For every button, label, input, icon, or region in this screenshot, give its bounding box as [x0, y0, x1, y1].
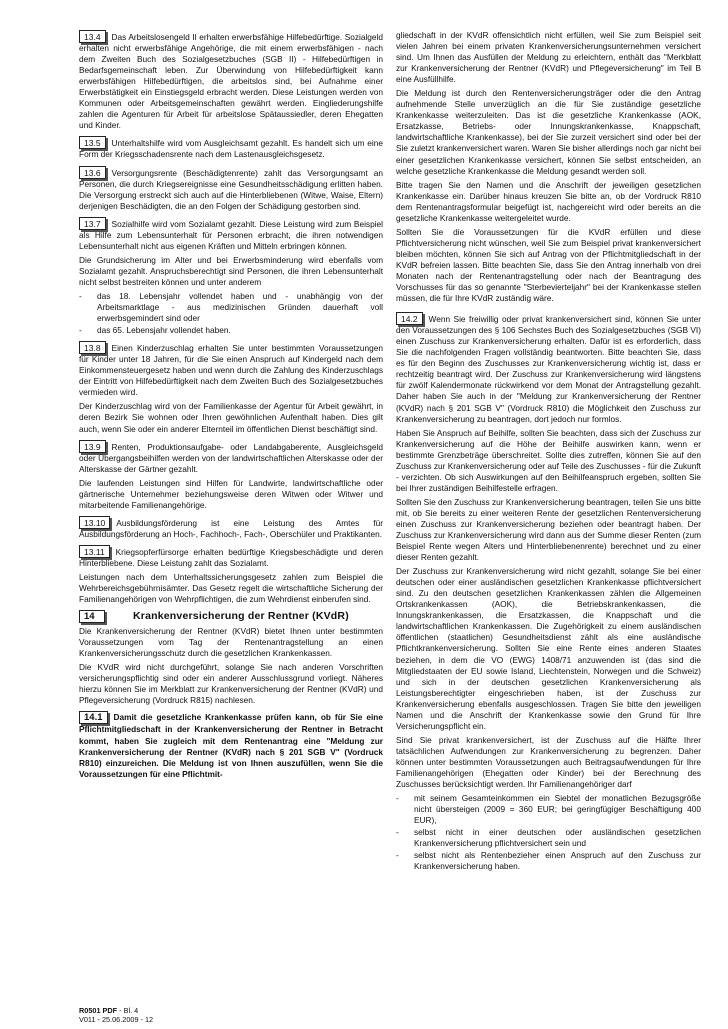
section-13-5 [79, 136, 383, 160]
list-item-text: mit seinem Gesamteinkommen ein Siebtel der monatlichen Bezugsgröße nicht übersteigen (2009 = 360 EUR; bei geringfügiger Beschäftigung 400 EUR), [414, 793, 701, 826]
list-item: - selbst nicht in einer deutschen oder ausländischen gesetzlichen Krankenversicherung pflichtversichert sein und [396, 827, 701, 849]
list-item-text: das 65. Lebensjahr vollendet haben. [97, 325, 231, 336]
list-item: - selbst nicht als Rentenbezieher einen Anspruch auf den Zuschuss zur Krankenversicherung haben. [396, 850, 701, 872]
section-text: Kriegsopferfürsorge erhalten bedürftige Kriegsbeschädigte und deren Hinterbliebene. Diese Leistung zahlt das Sozialamt. [79, 546, 383, 568]
sheet-number: - Bl. 4 [117, 1006, 139, 1015]
section-text: Einen Kinderzuschlag erhalten Sie unter bestimmten Voraussetzungen für Kinder unter 18 Jahren, für die Sie einen Anspruch auf Kindergeld nach dem Einkommensteuergesetz haben und wenn durch die Zahlung des Kinderzuschlags der Eintritt von Hilfebedürftigkeit nach dem Zweiten Buch des Sozialgesetzbuches vermieden wird. [79, 343, 383, 398]
page-footer [79, 1006, 153, 1024]
section-13-9 [79, 440, 383, 475]
section-text: Sozialhilfe wird vom Sozialamt gezahlt. Diese Leistung wird zum Beispiel als Hilfe zum Lebensunterhalt für Personen erbracht, die ihren notwendigen Lebensunterhalt nicht aus eigenen Kräften und Mitteln erbringen können. [79, 218, 383, 251]
section-number: 14.2 [396, 312, 423, 325]
section-text: Versorgungsrente (Beschädigtenrente) zahlt das Versorgungsamt an Personen, die durch Kriegsereignisse eine Gesundheitsschädigung erlitten haben. Die Versorgung erstreckt sich auch auf die Hinterbliebenen (Witwe, Waise, Eltern) derjenigen Beschädigten, die an den Folgen der Schädigung gestorben sind. [79, 167, 383, 211]
list-item-text: das 18. Lebensjahr vollendet haben und - unabhängig von der Arbeitsmarktlage - aus medizinischen Gründen dauerhaft voll erwerbsgemindert sind oder [97, 290, 383, 324]
section-number: 13.6 [79, 166, 106, 179]
section-title: Krankenversicherung der Rentner (KVdR) [133, 610, 349, 623]
form-id [79, 1006, 153, 1015]
paragraph: gliedschaft in der KVdR offensichtlich nicht erfüllen, weil Sie zum Beispiel seit vielen Jahren bei einem privaten Krankenversicherungsunternehmen versichert sind. Um Ihnen das Ausfüllen der Meldung zu erleichtern, enthält das "Merkblatt zur Krankenversicherung der Rentner (KVdR) und Pflegeversicherung" im Teil B eine Ausfüllhilfe. [396, 30, 701, 85]
section-number: 14 [79, 610, 105, 623]
paragraph: Haben Sie Anspruch auf Beihilfe, sollten Sie beachten, dass sich der Zuschuss zur Krankenversicherung auf die Höhe der Beihilfe auswirken kann, wenn er bestimmte Grenzbeträge überschreitet. Sollte dies zutreffen, können Sie auf den Zuschuss zur Krankenversicherung oder auf Teile des Zuschusses - für die Zukunft - verzichten. Ob sich Auswirkungen auf den Beihilfeanspruch ergeben, sollten Sie bei Ihrer zuständigen Beihilfestelle erfragen. [396, 427, 701, 493]
section-number: 13.9 [79, 440, 106, 453]
section-text: Ausbildungsförderung ist eine Leistung des Amtes für Ausbildungsförderung an Hoch-, Fachhoch-, Fach-, Oberschüler und Praktikanten. [79, 517, 383, 539]
section-number: 13.8 [79, 341, 106, 354]
paragraph: Leistungen nach dem Unterhaltssicherungsgesetz zahlen zum Beispiel die Wehrbereichsgebührnisämter. Das Gesetz regelt die wirtschaftliche Sicherung der Familienangehörigen von Wehrpflichtigen, die zum Wehrdienst einberufen sind. [79, 572, 383, 605]
paragraph: Sollten Sie die Voraussetzungen für die KVdR erfüllen und diese Pflichtversicherung nicht wünschen, weil Sie zum Beispiel privat krankenversichert bleiben möchten, können Sie sich auf Antrag von der Pflichtmitgliedschaft in der KVdR befreien lassen. Bitte beachten Sie, dass Sie den Antrag innerhalb von drei Monaten nach der Rentenantragstellung oder nach der Beantragung des Vorschusses für das so genannte "Sterbevierteljahr" bei der Krankenkasse stellen müssen, die für Ihre KVdR zuständig wäre. [396, 226, 701, 304]
section-13-11 [79, 545, 383, 569]
paragraph: Der Zuschuss zur Krankenversicherung wird nicht gezahlt, solange Sie bei einer deutschen oder einer ausländischen gesetzlichen Krankenkasse pflichtversichert sind. Zu den deutschen gesetzlichen Krankenkassen zählen die Allgemeinen Ortskrankenkassen (AOK), die Betriebskrankenkassen, die Innungskrankenkassen, die Ersatzkassen, die Knappschaft und die landwirtschaftlichen Krankenkassen. Die Zugehörigkeit zu einem ausländischen öffentlichen (staatlichen) Gesundheitsdienst zählt als eine ausländische Pflichtkrankenversicherung. Sollten Sie eine Rente eines anderen Staates beziehen, in dem die VO (EWG) 1408/71 anzuwenden ist (das sind die Mitgliedstaaten der EU sowie Island, Liechtenstein, Norwegen und die Schweiz) und sich in der deutschen gesetzlichen Krankenversicherung als Leistungsberechtigter eingeschrieben haben, ist der Zuschuss zur Krankenversicherung ebenfalls ausgeschlossen. Tragen Sie bitte den jeweiligen Namen und die Anschrift der Krankenkasse sowie den Grund für Ihre Versicherungspflicht ein. [396, 566, 701, 731]
section-text: Das Arbeitslosengeld II erhalten erwerbsfähige Hilfebedürftige. Sozialgeld erhalten nicht erwerbsfähige Angehörige, die mit einem erwerbsfähigen - nach dem Zweiten Buch des Sozialgesetzbuches (SGB II) - Hilfebedürftigen in Bedarfsgemeinschaft leben. Zur Überwindung von Hilfebedürftigkeit kann erwerbsfähigen Hilfebedürftigen, die arbeitslos sind, bei Aufnahme einer Erwerbstätigkeit ein Einstiegsgeld erbracht werden. Diese Leistungen werden von Kommunen oder Arbeitsgemeinschaften gewährt werden. Eingliederungshilfe zahlen die Agenturen für Arbeit für arbeitslose Spätaussiedler, deren Ehegatten und Kinder. [79, 32, 383, 131]
section-text: Damit die gesetzliche Krankenkasse prüfen kann, ob für Sie eine Pflichtmitgliedschaft in der Krankenversicherung der Rentner in Betracht kommt, haben Sie zugleich mit dem Rentenantrag eine "Meldung zur Krankenversicherung der Rentner (KVdR) nach § 201 SGB V" (Vordruck R810) einzureichen. Die Meldung ist von Ihnen auszufüllen, wenn Sie die Voraussetzungen für eine Pflichtmit- [79, 712, 383, 779]
section-text: Renten, Produktionsaufgabe- oder Landabgaberente, Ausgleichsgeld oder Übergangsbeihilfen werden von der landwirtschaftlichen Alterskasse oder der Alterskasse der Gärtner gezahlt. [79, 441, 383, 474]
right-column [396, 30, 701, 875]
section-number: 13.7 [79, 217, 106, 230]
section-text: Wenn Sie freiwillig oder privat krankenversichert sind, können Sie unter den Voraussetzungen des § 106 Sechstes Buch des Sozialgesetzbuches (SGB VI) einen Zuschuss zur Krankenversicherung erhalten. Dafür ist es erforderlich, dass Sie die nachfolgenden Fragen vollständig beantworten. Bitte beachten Sie, dass es für den Beginn des Zuschusses zur Krankenversicherung wichtig ist, dass er rechtzeitig beantragt wird. Der Zuschuss zur Krankenversicherung wird längstens für zwölf Kalendermonate rückwirkend vor dem Monat der Antragstellung gezahlt. Daher haben Sie auch in der "Meldung zur Krankenversicherung der Rentner (KVdR) nach § 201 SGB V" (Vordruck R810) die Möglichkeit den Zuschuss zur Krankenversicherung zu beantragen, dort jedoch nur formlos. [396, 314, 701, 424]
section-text: Unterhaltshilfe wird vom Ausgleichsamt gezahlt. Es handelt sich um eine Form der Kriegsschadensrente nach dem Lastenausgleichsgesetz. [79, 138, 383, 160]
section-13-8 [79, 341, 383, 398]
section-number: 14.1 [79, 711, 108, 724]
paragraph: Sind Sie privat krankenversichert, ist der Zuschuss auf die Hälfte Ihrer tatsächlichen Aufwendungen zur Krankenversicherung zu begrenzen. Daher können unter bestimmten Voraussetzungen auch Beitragsaufwendungen für Ihre Familienangehörigen (Ehegatten oder Kinder) bei der Berechnung des Zuschusses berücksichtigt werden. Ihr Familienangehöriger darf [396, 734, 701, 790]
paragraph: Sollten Sie den Zuschuss zur Krankenversicherung beantragen, teilen Sie uns bitte mit, ob Sie bereits zu einer weiteren Rente der gesetzlichen Rentenversicherung einen Zuschuss zur Krankenversicherung beziehen oder beantragt haben. Der Zuschuss zur Krankenversicherung wird dann aus der Summe dieser Renten (zum Beispiel Rente wegen Alters und Hinterbliebenenrente) berechnet und zu einer dieser Renten gezahlt. [396, 496, 701, 563]
section-13-6 [79, 166, 383, 212]
list-item-text: selbst nicht als Rentenbezieher einen Anspruch auf den Zuschuss zur Krankenversicherung haben. [414, 850, 701, 872]
section-13-10 [79, 516, 383, 540]
section-14-2 [396, 312, 701, 424]
paragraph: Die KVdR wird nicht durchgeführt, solange Sie nach anderen Vorschriften versicherungspflichtig sind oder ein anderer Ausschlussgrund vorliegt. Näheres hierzu können Sie im Merkblatt zur Krankenversicherung der Rentner (KVdR) und Pflegeversicherung (Vordruck R815) nachlesen. [79, 662, 383, 706]
paragraph: Die Grundsicherung im Alter und bei Erwerbsminderung wird ebenfalls vom Sozialamt gezahlt. Anspruchsberechtigt sind Personen, die ihren Lebensunterhalt nicht selbst bestreiten können und unter anderem [79, 254, 383, 287]
section-13-4 [79, 30, 383, 131]
section-number: 13.5 [79, 136, 106, 149]
section-13-7 [79, 217, 383, 252]
list-item: - das 65. Lebensjahr vollendet haben. [79, 325, 231, 336]
paragraph: Bitte tragen Sie den Namen und die Anschrift der jeweiligen gesetzlichen Krankenkasse ein. Darüber hinaus kreuzen Sie bitte an, ob der Vordruck R810 dem Rentenantragsformular beigefügt ist, nachgereicht wird oder bereits an die gesetzliche Krankenkasse weitergeleitet wurde. [396, 179, 701, 223]
list-item: - mit seinem Gesamteinkommen ein Siebtel der monatlichen Bezugsgröße nicht übersteigen (2009 = 360 EUR; bei geringfügiger Beschäftigung 400 EUR), [396, 793, 701, 826]
list-item-text: selbst nicht in einer deutschen oder ausländischen gesetzlichen Krankenversicherung pflichtversichert sein und [414, 827, 701, 849]
list-item: - das 18. Lebensjahr vollendet haben und - unabhängig von der Arbeitsmarktlage - aus medizinischen Gründen dauerhaft voll erwerbsgemindert sind oder [79, 290, 383, 324]
section-14-1 [79, 711, 383, 779]
section-number: 13.11 [79, 545, 110, 558]
section-number: 13.10 [79, 516, 110, 529]
conditions-list [396, 793, 701, 872]
eligibility-list [79, 291, 383, 336]
left-column [79, 30, 383, 783]
section-number: 13.4 [79, 30, 106, 43]
paragraph: Der Kinderzuschlag wird von der Familienkasse der Agentur für Arbeit gewährt, in deren Bezirk Sie wohnen oder Ihren gewöhnlichen Aufenthalt haben. Dies gilt auch, wenn Sie oder ein anderer Elternteil im öffentlichen Dienst beschäftigt sind. [79, 401, 383, 434]
form-code: R0501 PDF [79, 1006, 118, 1015]
section-14-heading [79, 610, 383, 623]
paragraph: Die Krankenversicherung der Rentner (KVdR) bietet Ihnen unter bestimmten Voraussetzungen vom Tag der Rentenantragstellung an einen Krankenversicherungsschutz durch die gesetzlichen Krankenkassen. [79, 626, 383, 659]
version-line: V011 - 25.06.2009 - 12 [79, 1015, 154, 1024]
paragraph: Die Meldung ist durch den Rentenversicherungsträger oder die den Antrag aufnehmende Stelle unverzüglich an die für Sie zuständige gesetzliche Krankenkasse weiterzuleiten. Das ist die gesetzliche Krankenkasse (AOK, Ersatzkasse, Betriebs- oder Innungskrankenkasse, Knappschaft, landwirtschaftliche Krankenkasse), bei der Sie zurzeit versichert sind oder bei der Sie zuletzt krankenversichert waren. Waren Sie bisher allerdings noch gar nicht bei einer gesetzlichen Krankenkasse versichert, können Sie selbst entscheiden, an welche gesetzliche Krankenkasse die Meldung gesandt werden soll. [396, 88, 701, 176]
paragraph: Die laufenden Leistungen sind Hilfen für Landwirte, landwirtschaftliche oder gärtnerische Unternehmer beziehungsweise deren Witwen oder Witwer und mitarbeitende Familienangehörige. [79, 477, 383, 510]
